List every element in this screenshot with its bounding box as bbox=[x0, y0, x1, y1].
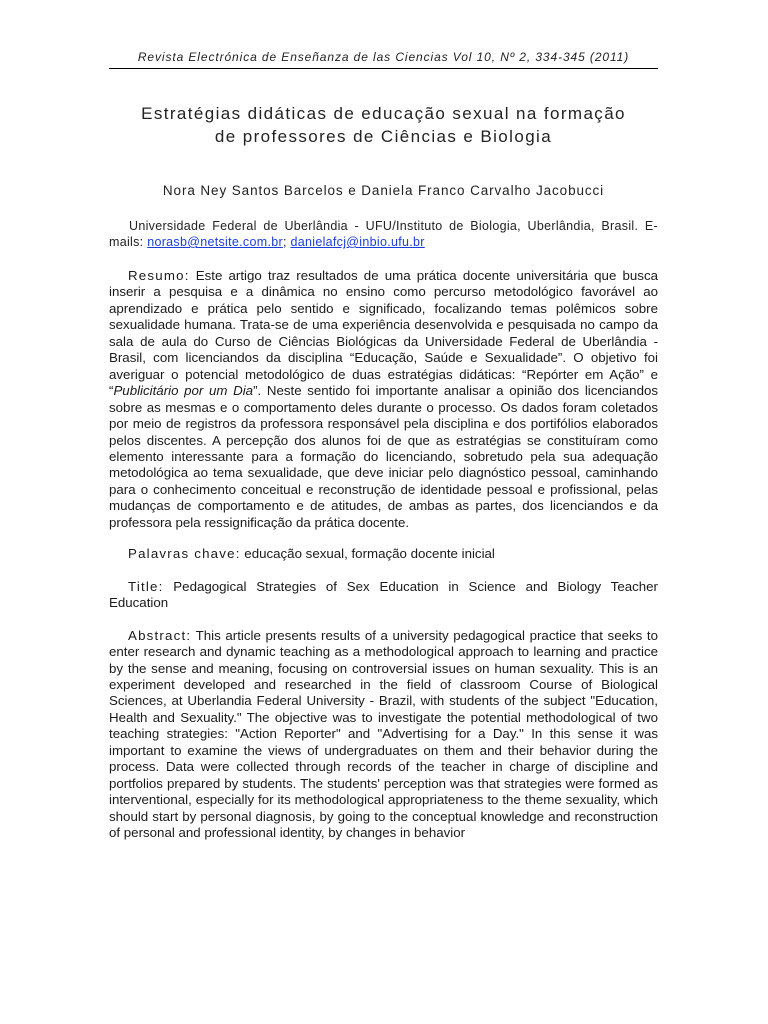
abstract-paragraph bbox=[109, 628, 658, 842]
english-title-label: Title: bbox=[128, 578, 164, 594]
resumo-label: Resumo: bbox=[128, 268, 190, 283]
affiliation bbox=[109, 218, 658, 250]
resumo-text-1: Este artigo traz resultados de uma prática docente universitária que busca inserir a pesquisa e a dinâmica no ensino como percurso metodológico favorável ao aprendizado e prática pelo sentido e significado, focalizando temas polêmicos sobre sexualidade humana. Trata-se de uma experiência desenvolvida e pesquisada no campo da sala de aula do Curso de Ciências Biológicas da Universidade Federal de Uberlândia - Brasil, com licenciandos da disciplina “Educação, Saúde e Sexualidade”. O objetivo foi averiguar o potencial metodológico de duas estratégias didáticas: “Repórter em Ação” e “ bbox=[109, 268, 658, 399]
email-separator: ; bbox=[282, 235, 291, 249]
resumo-italic: Publicitário por um Dia bbox=[113, 383, 254, 399]
paper-page bbox=[109, 50, 658, 842]
authors: Nora Ney Santos Barcelos e Daniela Franco Carvalho Jacobucci bbox=[162, 183, 605, 198]
article-title bbox=[109, 102, 658, 148]
abstract-text: This article presents results of a university pedagogical practice that seeks to enter research and dynamic teaching as a methodological approach to learning and practice by the sense and meaning, focusing on controversial issues on human sexuality. This is an experiment developed and researched in the field of classroom Course of Biological Sciences, at Uberlandia Federal University - Brazil, with students of the subject "Education, Health and Sexuality." The objective was to investigate the potential methodological of two teaching strategies: "Action Reporter" and "Advertising for a Day." In this sense it was important to examine the views of undergraduates on them and their behavior during the process. Data were collected through records of the teacher in charge of discipline and portfolios prepared by students. The students' perception was that strategies were formed as interventional, especially for its methodological appropriateness to the theme sexuality, which should start by personal diagnosis, by going to the conceptual knowledge and reconstruction of personal and professional identity, by changes in behavior bbox=[109, 627, 658, 841]
resumo-paragraph bbox=[109, 268, 658, 531]
email-link-2[interactable]: danielafcj@inbio.ufu.br bbox=[290, 235, 425, 249]
abstract-label: Abstract: bbox=[128, 627, 192, 643]
resumo-text-2: ”. Neste sentido foi importante analisar a opinião dos licenciandos sobre as mesmas e o comportamento deles durante o processo. Os dados foram coletados por meio de registros da professora responsável pela disciplina e dos portifólios elaborados pelos discentes. A percepção dos alunos foi de que as estratégias se constituíram como elemento interessante para a formação do licenciando, sobretudo pela sua adequação metodológica ao tema sexualidade, que deve iniciar pelo diagnóstico pessoal, caminhando para o conhecimento conceitual e reconstrução de identidade pessoal e profissional, pelas mudanças de comportamento e de atitudes, de ambas as partes, dos licenciandos e da professora pela ressignificação da prática docente. bbox=[109, 383, 659, 530]
keywords-label: Palavras chave: bbox=[128, 546, 241, 562]
english-title-text: Pedagogical Strategies of Sex Education in Science and Biology Teacher Education bbox=[109, 578, 658, 611]
keywords-paragraph bbox=[109, 546, 658, 562]
affiliation-text: Universidade Federal de Uberlândia - UFU/Instituto de Biologia, Uberlândia, Brasil. E-mails: bbox=[109, 219, 658, 249]
title-line-2: de professores de Ciências e Biologia bbox=[214, 127, 553, 146]
english-title-paragraph bbox=[109, 579, 658, 612]
keywords-text: educação sexual, formação docente inicial bbox=[240, 546, 495, 562]
title-line-1: Estratégias didáticas de educação sexual na formação bbox=[141, 104, 626, 123]
journal-header: Revista Electrónica de Enseñanza de las Ciencias Vol 10, Nº 2, 334-345 (2011) bbox=[109, 50, 658, 69]
email-link-1[interactable]: norasb@netsite.com.br bbox=[147, 235, 283, 249]
